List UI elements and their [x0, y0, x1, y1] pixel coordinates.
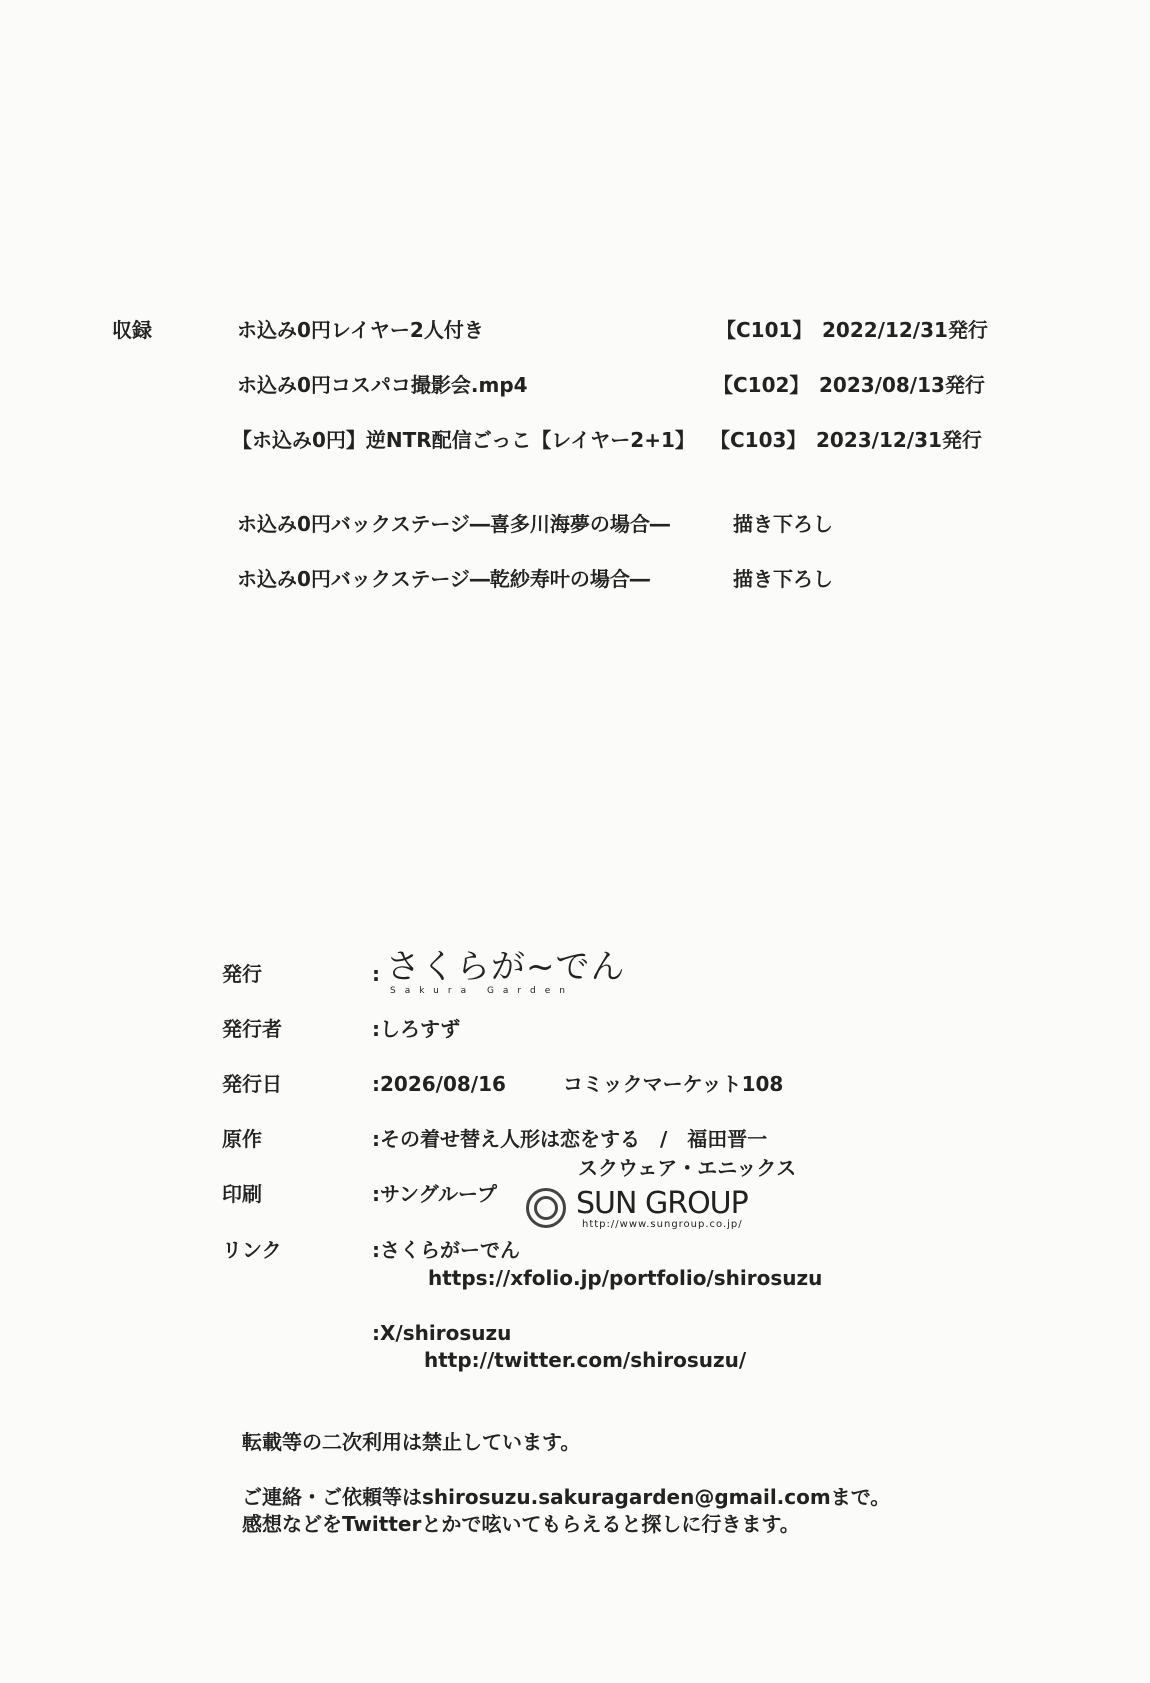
- print-label: 印刷: [222, 1182, 262, 1206]
- work-event-2: 【C102】: [713, 373, 810, 397]
- work-title-3: 【ホ込み0円】逆NTR配信ごっこ【レイヤー2+1】: [232, 428, 695, 452]
- note-no-reprint: 転載等の二次利用は禁止しています。: [242, 1430, 581, 1454]
- publisher-label: 発行: [222, 962, 262, 986]
- work-title-2: ホ込み0円コスパコ撮影会.mp4: [237, 373, 528, 397]
- link1-name: :さくらがーでん: [372, 1238, 520, 1262]
- work-event-1: 【C101】: [716, 318, 813, 342]
- original-publisher: スクウェア・エニックス: [578, 1156, 797, 1180]
- publisher-logo-text: さくらが~でん: [386, 947, 626, 987]
- extra-note-2: 描き下ろし: [733, 567, 833, 591]
- print-value: :サングループ: [372, 1182, 497, 1206]
- work-title-1: ホ込み0円レイヤー2人付き: [237, 318, 484, 342]
- publisher-logo: [386, 948, 626, 996]
- author-label: 発行者: [222, 1017, 282, 1041]
- publisher-colon: :: [372, 962, 380, 986]
- extra-title-2: ホ込み0円バックステージ―乾紗寿叶の場合―: [237, 567, 650, 591]
- sun-group-logo-text: SUN GROUP: [576, 1186, 748, 1221]
- work-date-3: 2023/12/31発行: [816, 428, 982, 452]
- link2-url: http://twitter.com/shirosuzu/: [424, 1348, 747, 1372]
- sun-group-logo-url: http://www.sungroup.co.jp/: [582, 1219, 743, 1230]
- date-event: コミックマーケット108: [563, 1072, 784, 1096]
- sun-group-logo-icon: [526, 1188, 566, 1228]
- collection-label: 収録: [112, 318, 152, 342]
- work-event-3: 【C103】: [710, 428, 807, 452]
- date-value: :2026/08/16: [372, 1072, 506, 1096]
- work-date-1: 2022/12/31発行: [822, 318, 988, 342]
- note-contact: ご連絡・ご依頼等はshirosuzu.sakuragarden@gmail.comまで。: [242, 1485, 891, 1509]
- original-value: :その着せ替え人形は恋をする / 福田晋一: [372, 1127, 768, 1151]
- note-feedback: 感想などをTwitterとかで呟いてもらえると探しに行きます。: [242, 1512, 800, 1536]
- work-date-2: 2023/08/13発行: [819, 373, 985, 397]
- publisher-logo-sub: Sakura Garden: [390, 986, 574, 996]
- extra-note-1: 描き下ろし: [733, 512, 833, 536]
- original-label: 原作: [222, 1127, 262, 1151]
- author-value: :しろすず: [372, 1017, 461, 1041]
- link2-name: :X/shirosuzu: [372, 1321, 512, 1345]
- link1-url: https://xfolio.jp/portfolio/shirosuzu: [428, 1266, 823, 1290]
- extra-title-1: ホ込み0円バックステージ―喜多川海夢の場合―: [237, 512, 670, 536]
- link-label: リンク: [222, 1238, 282, 1262]
- date-label: 発行日: [222, 1072, 282, 1096]
